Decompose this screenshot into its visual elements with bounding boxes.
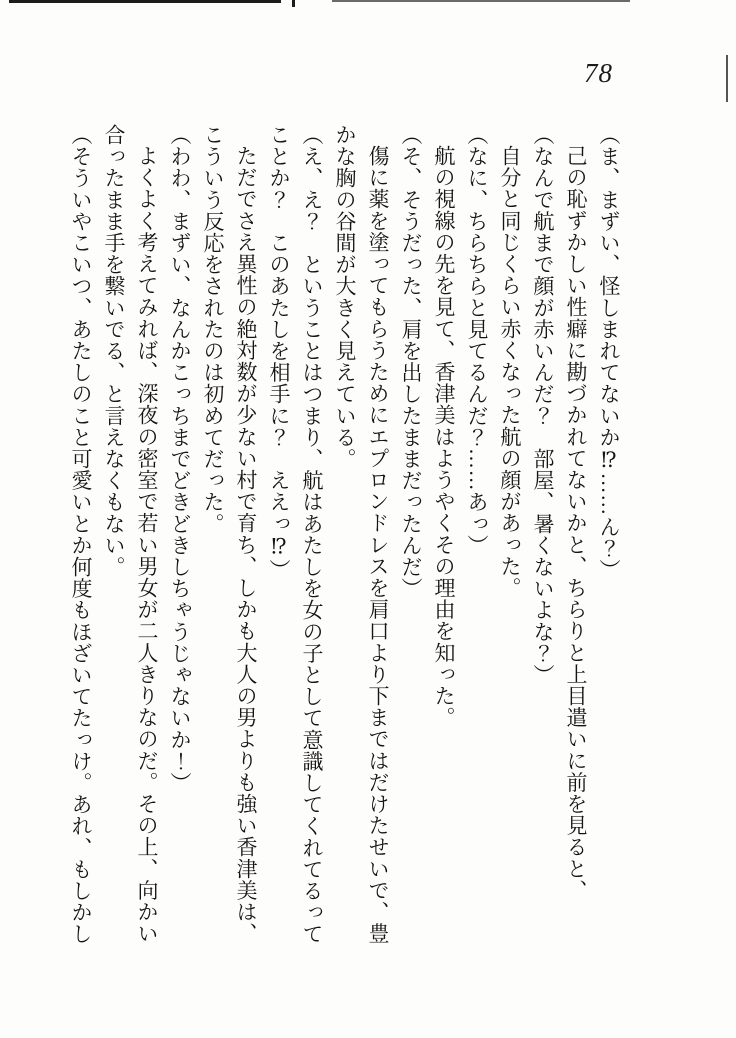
text-line: ただでさえ異性の絶対数が少ない村で育ち、しかも大人の男よりも強い香津美は、	[234, 145, 258, 945]
text-line: 自分と同じくらい赤くなった航の顔があった。	[498, 145, 522, 599]
scan-edge-top-left	[9, 0, 281, 3]
text-line: かな胸の谷間が大きく見えている。	[333, 124, 357, 470]
text-line: （なんで航まで顔が赤いんだ？ 部屋、暑くないよな？）	[531, 124, 555, 686]
text-line: 傷に薬を塗ってもらうためにエプロンドレスを肩口より下まではだけたせいで、豊	[366, 145, 390, 945]
text-line: （わわ、まずい、なんかこっちまでどきどきしちゃうじゃないか！）	[168, 124, 192, 794]
text-line: （え、え？ ということはつまり、航はあたしを女の子として意識してくれてるって	[300, 124, 324, 945]
scan-edge-right	[726, 55, 728, 102]
text-line: （なに、ちらちらと見てるんだ？……あっ）	[465, 124, 489, 556]
text-line: 航の視線の先を見て、香津美はようやくその理由を知った。	[432, 145, 456, 729]
text-line: こういう反応をされたのは初めてだった。	[201, 124, 225, 535]
page-number: 78	[584, 58, 613, 88]
scan-edge-top-tick	[292, 0, 295, 7]
text-line: （そういやこいつ、あたしのこと可愛いとか何度もほざいてたっけ。あれ、もしかし	[69, 124, 93, 945]
text-line: 己の恥ずかしい性癖に勘づかれてないかと、ちらりと上目遣いに前を見ると、	[564, 145, 588, 901]
scan-edge-top-right	[332, 0, 630, 2]
vertical-text-block	[64, 124, 625, 956]
text-line: （そ、そうだった、肩を出したままだったんだ）	[399, 124, 423, 600]
text-line: 合ったまま手を繋いでる、と言えなくもない。	[102, 124, 126, 578]
text-line: よくよく考えてみれば、深夜の密室で若い男女が二人きりなのだ。その上、向かい	[135, 145, 159, 945]
text-line: （ま、まずい、怪しまれてないか⁉……ん？）	[597, 124, 621, 581]
text-line: ことか？ このあたしを相手に？ ええっ⁉）	[267, 124, 291, 581]
